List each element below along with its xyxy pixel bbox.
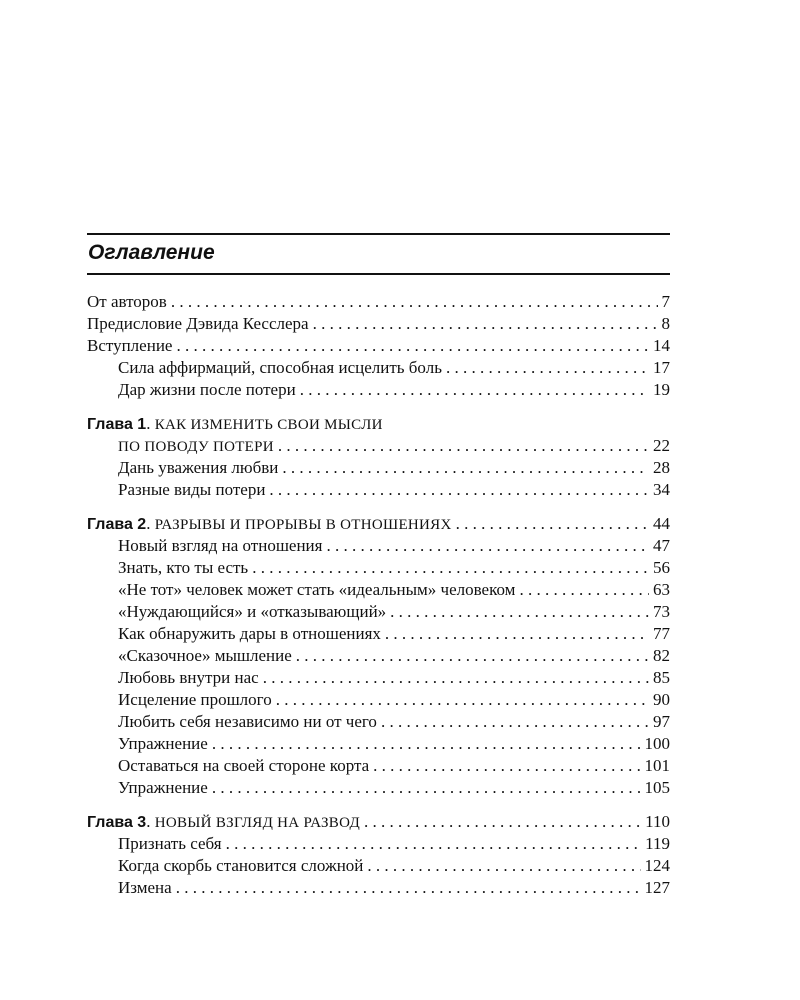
chapter-title-cont: ПО ПОВОДУ ПОТЕРИ (118, 439, 274, 455)
entry-title: Признать себя (118, 834, 222, 853)
entry-title: Новый взгляд на отношения (118, 536, 323, 555)
entry-title: Упражнение (118, 734, 208, 753)
entry-title: Сила аффирмаций, способная исцелить боль (118, 358, 442, 377)
entry-page: 14 (653, 336, 670, 355)
entry-title: Дань уважения любви (118, 458, 279, 477)
dot-leader (278, 435, 649, 457)
toc-subentry[interactable] (87, 645, 670, 667)
toc-entry[interactable] (87, 313, 670, 335)
toc-subentry[interactable] (87, 579, 670, 601)
entry-page: 85 (653, 668, 670, 687)
toc-subentry[interactable] (87, 357, 670, 379)
table-of-contents (87, 291, 670, 899)
toc-heading: Оглавление (88, 241, 215, 264)
entry-title: Как обнаружить дары в отношениях (118, 624, 381, 643)
dot-leader (373, 755, 640, 777)
dot-leader (456, 513, 649, 535)
dot-leader (364, 811, 641, 833)
entry-title: Предисловие Дэвида Кесслера (87, 314, 309, 333)
entry-title: Разные виды потери (118, 480, 266, 499)
entry-title: Исцеление прошлого (118, 690, 272, 709)
dot-leader (263, 667, 649, 689)
entry-page: 97 (653, 712, 670, 731)
dot-leader (171, 291, 658, 313)
entry-page: 124 (644, 856, 670, 875)
dot-leader (282, 457, 649, 479)
entry-page: 7 (661, 292, 670, 311)
toc-subentry[interactable] (87, 755, 670, 777)
entry-page: 127 (644, 878, 670, 897)
toc-subentry[interactable] (87, 855, 670, 877)
dot-leader (212, 733, 641, 755)
front-matter (87, 291, 670, 401)
dot-leader (296, 645, 649, 667)
dot-leader (269, 479, 649, 501)
dot-leader (367, 855, 640, 877)
entry-page: 28 (653, 458, 670, 477)
chapter-heading-line[interactable]: Глава 2. РАЗРЫВЫ И ПРОРЫВЫ В ОТНОШЕНИЯХ . . . 44 (87, 513, 670, 535)
toc-subentry[interactable] (87, 667, 670, 689)
chapter-title: РАЗРЫВЫ И ПРОРЫВЫ В ОТНОШЕНИЯХ (154, 517, 452, 533)
dot-leader (381, 711, 649, 733)
entry-page: 56 (653, 558, 670, 577)
dot-leader (252, 557, 649, 579)
entry-page: 34 (653, 480, 670, 499)
entry-page: 47 (653, 536, 670, 555)
entry-page: 119 (645, 834, 670, 853)
entry-title: «Нуждающийся» и «отказывающий» (118, 602, 387, 621)
entry-title: Любовь внутри нас (118, 668, 259, 687)
dot-leader (176, 877, 641, 899)
chapter-heading-line[interactable]: Глава 3. НОВЫЙ ВЗГЛЯД НА РАЗВОД . . . 110 (87, 811, 670, 833)
entry-title: «Сказочное» мышление (118, 646, 292, 665)
toc-subentry[interactable] (87, 777, 670, 799)
dot-leader (300, 379, 649, 401)
entry-title: Измена (118, 878, 172, 897)
entry-title: «Не тот» человек может стать «идеальным» человеком (118, 580, 516, 599)
entry-title: Упражнение (118, 778, 208, 797)
chapter-title: КАК ИЗМЕНИТЬ СВОИ МЫСЛИ (154, 417, 383, 433)
entry-page: 19 (653, 380, 670, 399)
chapter-label: Глава 3 (87, 814, 147, 831)
dot-leader (385, 623, 649, 645)
entry-page: 17 (653, 358, 670, 377)
dot-leader (390, 601, 649, 623)
toc-subentry[interactable] (87, 535, 670, 557)
toc-subentry[interactable] (87, 601, 670, 623)
chapter-page: 44 (653, 514, 670, 533)
entry-title: Вступление (87, 336, 173, 355)
dot-leader (313, 313, 658, 335)
entry-page: 73 (653, 602, 670, 621)
toc-subentry[interactable] (87, 689, 670, 711)
entry-page: 77 (653, 624, 670, 643)
dot-leader (212, 777, 641, 799)
toc-subentry[interactable] (87, 833, 670, 855)
toc-subentry[interactable] (87, 711, 670, 733)
toc-entry[interactable] (87, 335, 670, 357)
heading-rule (87, 273, 670, 275)
entry-title: Когда скорбь становится сложной (118, 856, 364, 875)
dot-leader (276, 689, 649, 711)
chapter-1-group (87, 413, 670, 501)
entry-page: 105 (644, 778, 670, 797)
toc-subentry[interactable] (87, 733, 670, 755)
entry-title: От авторов (87, 292, 167, 311)
toc-page (87, 233, 670, 911)
chapter-page: 22 (653, 436, 670, 455)
toc-subentry[interactable] (87, 557, 670, 579)
toc-subentry[interactable] (87, 479, 670, 501)
chapter-3-group (87, 811, 670, 899)
chapter-title: НОВЫЙ ВЗГЛЯД НА РАЗВОД (154, 815, 360, 831)
toc-entry[interactable] (87, 291, 670, 313)
entry-page: 90 (653, 690, 670, 709)
chapter-2-group (87, 513, 670, 799)
chapter-title-continuation[interactable] (87, 435, 670, 457)
entry-page: 8 (661, 314, 670, 333)
entry-page: 63 (653, 580, 670, 599)
entry-title: Дар жизни после потери (118, 380, 296, 399)
entry-title: Знать, кто ты есть (118, 558, 249, 577)
chapter-page: 110 (645, 812, 670, 831)
dot-leader (519, 579, 649, 601)
dot-leader (176, 335, 649, 357)
chapter-label: Глава 1 (87, 416, 147, 433)
entry-title: Любить себя независимо ни от чего (118, 712, 377, 731)
entry-title: Оставаться на своей стороне корта (118, 756, 370, 775)
toc-subentry[interactable] (87, 379, 670, 401)
chapter-label: Глава 2 (87, 516, 147, 533)
dot-leader (326, 535, 649, 557)
entry-page: 100 (644, 734, 670, 753)
dot-leader (226, 833, 642, 855)
toc-subentry[interactable] (87, 877, 670, 899)
toc-subentry[interactable] (87, 623, 670, 645)
toc-subentry[interactable] (87, 457, 670, 479)
entry-page: 101 (644, 756, 670, 775)
entry-page: 82 (653, 646, 670, 665)
chapter-heading-line[interactable]: Глава 1. КАК ИЗМЕНИТЬ СВОИ МЫСЛИ (87, 414, 383, 433)
dot-leader (446, 357, 649, 379)
